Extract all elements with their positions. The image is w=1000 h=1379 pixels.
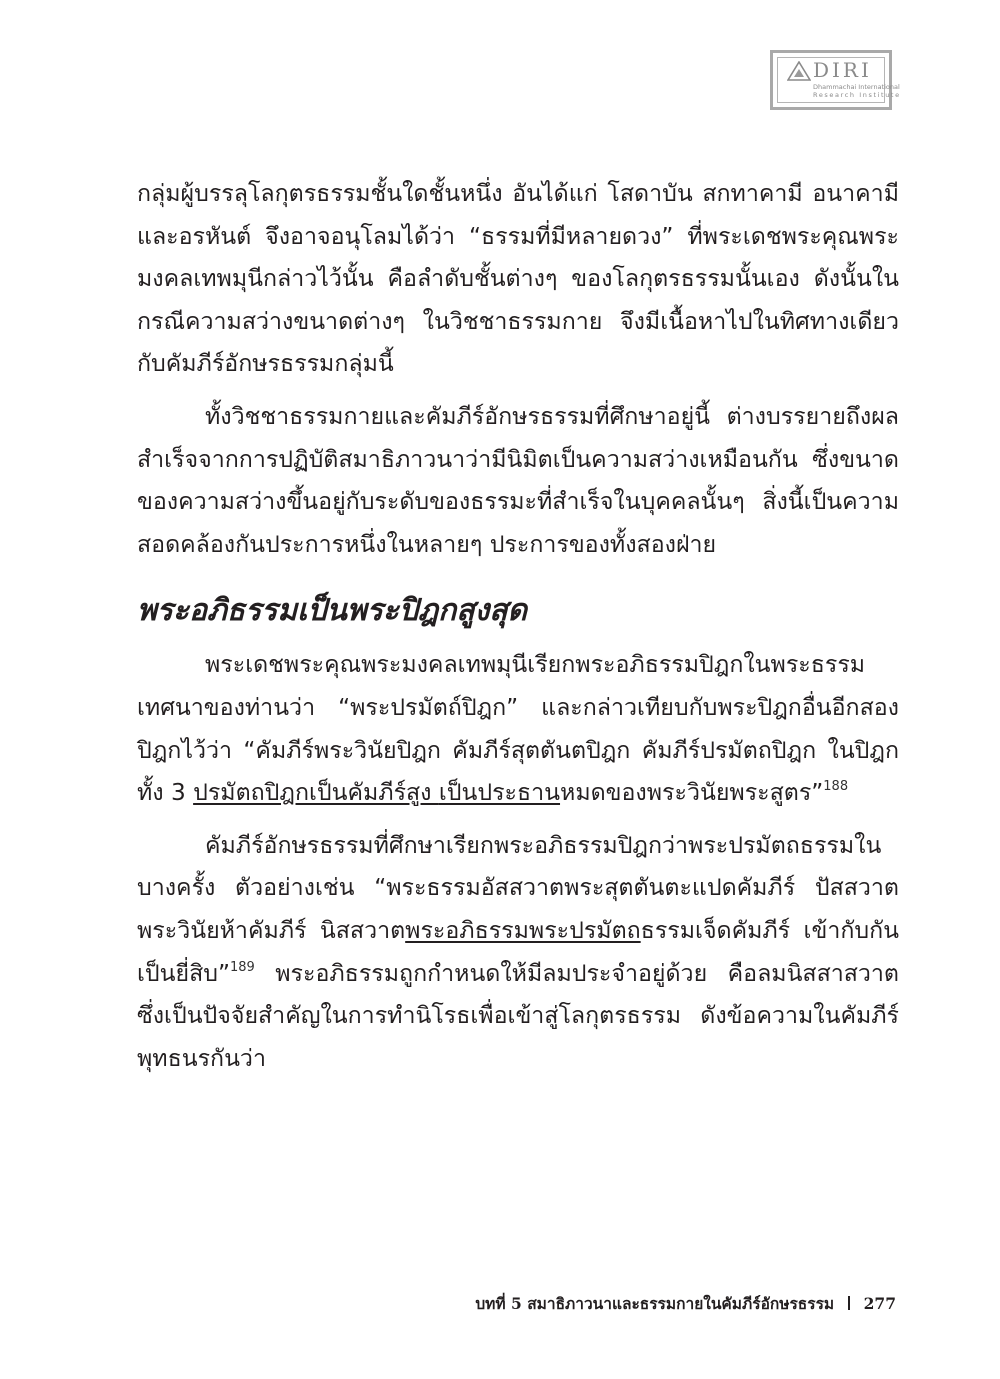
logo-subtitle-line2: Research Institute xyxy=(813,91,901,99)
paragraph-3-text-b: หมดของพระวินัยพระสูตร” xyxy=(560,779,824,807)
paragraph-3 xyxy=(137,644,899,814)
page-footer xyxy=(475,1291,896,1316)
footnote-ref-189[interactable]: 189 xyxy=(229,959,255,975)
footer-separator xyxy=(848,1296,850,1310)
paragraph-3-underlined-1: ปรมัตถปิฎกเป็นคัมภีร์สูง xyxy=(193,779,432,807)
paragraph-2: ทั้งวิชชาธรรมกายและคัมภีร์อักษรธรรมที่ศึกษาอยู่นี้ ต่างบรรยายถึงผลสำเร็จจากการปฏิบัติสมาธิภาวนาว่ามีนิมิตเป็นความสว่างเหมือนกัน ซึ่งขนาดของความสว่างขึ้นอยู่กับระดับของธรรมะที่สำเร็จในบุคคลนั้นๆ สิ่งนี้เป็นความสอดคล้องกันประการหนึ่งในหลายๆ ประการของทั้งสองฝ่าย xyxy=(137,402,899,558)
paragraph-4-text-c: พระอภิธรรมถูกกำหนดให้มีลมประจำอยู่ด้วย คือลมนิสสาสวาต ซึ่งเป็นปัจจัยสำคัญในการทำนิโรธเพื่อเข้าสู่โลกุตรธรรม ดังข้อความในคัมภีร์พุทธนรกันว่า xyxy=(137,959,899,1072)
paragraph-3-text-a: พระเดชพระคุณพระมงคลเทพมุนีเรียกพระอภิธรรมปิฎกในพระธรรมเทศนาของท่านว่า “พระปรมัตถ์ปิฎก” และกล่าวเทียบกับพระปิฎกอื่นอีกสองปิฎกไว้ว่า “คัมภีร์พระวินัยปิฎก คัมภีร์สุตตันตปิฎก คัมภีร์ปรมัตถปิฎก ในปิฎกทั้ง 3 xyxy=(137,651,899,807)
paragraph-4-text-b: ธรรมเจ็ดคัมภีร์ เข้ากับกันเป็นยี่สิบ” xyxy=(137,916,899,987)
logo-subtitle xyxy=(813,83,901,99)
logo-wordmark: DIRI xyxy=(813,58,872,82)
footer-chapter-title: บทที่ 5 สมาธิภาวนาและธรรมกายในคัมภีร์อักษรธรรม xyxy=(475,1294,835,1313)
paragraph-1: กลุ่มผู้บรรลุโลกุตรธรรมชั้นใดชั้นหนึ่ง อันได้แก่ โสดาบัน สกทาคามี อนาคามี และอรหันต์ จึงอาจอนุโลมได้ว่า “ธรรมที่มีหลายดวง” ที่พระเดชพระคุณพระมงคลเทพมุนีกล่าวไว้นั้น คือลำดับชั้นต่างๆ ของโลกุตรธรรมนั้นเอง ดังนั้นในกรณีความสว่างขนาดต่างๆ ในวิชชาธรรมกาย จึงมีเนื้อหาไปในทิศทางเดียวกับคัมภีร์อักษรธรรมกลุ่มนี้ xyxy=(137,180,899,378)
paragraph-3-underlined-space xyxy=(432,779,439,806)
institute-logo xyxy=(770,50,901,110)
paragraph-4-underlined: พระอภิธรรมพระปรมัตถ xyxy=(405,916,641,944)
section-heading: พระอภิธรรมเป็นพระปิฎกสูงสุด xyxy=(137,593,528,629)
footnote-ref-188[interactable]: 188 xyxy=(823,779,849,795)
paragraph-4 xyxy=(137,825,899,1081)
page-number: 277 xyxy=(863,1294,896,1313)
paragraph-3-underlined-2: เป็นประธาน xyxy=(438,779,561,807)
logo-subtitle-line1: Dhammachai International xyxy=(813,83,900,91)
paragraph-4-text-a: คัมภีร์อักษรธรรมที่ศึกษาเรียกพระอภิธรรมปิฎกว่าพระปรมัตถธรรมในบางครั้ง ตัวอย่างเช่น “พระธรรมอัสสวาตพระสุตตันตะแปดคัมภีร์ ปัสสวาตพระวินัยห้าคัมภีร์ นิสสวาต xyxy=(137,831,899,944)
page-body xyxy=(137,173,899,1080)
diri-triangle-icon xyxy=(787,61,811,81)
